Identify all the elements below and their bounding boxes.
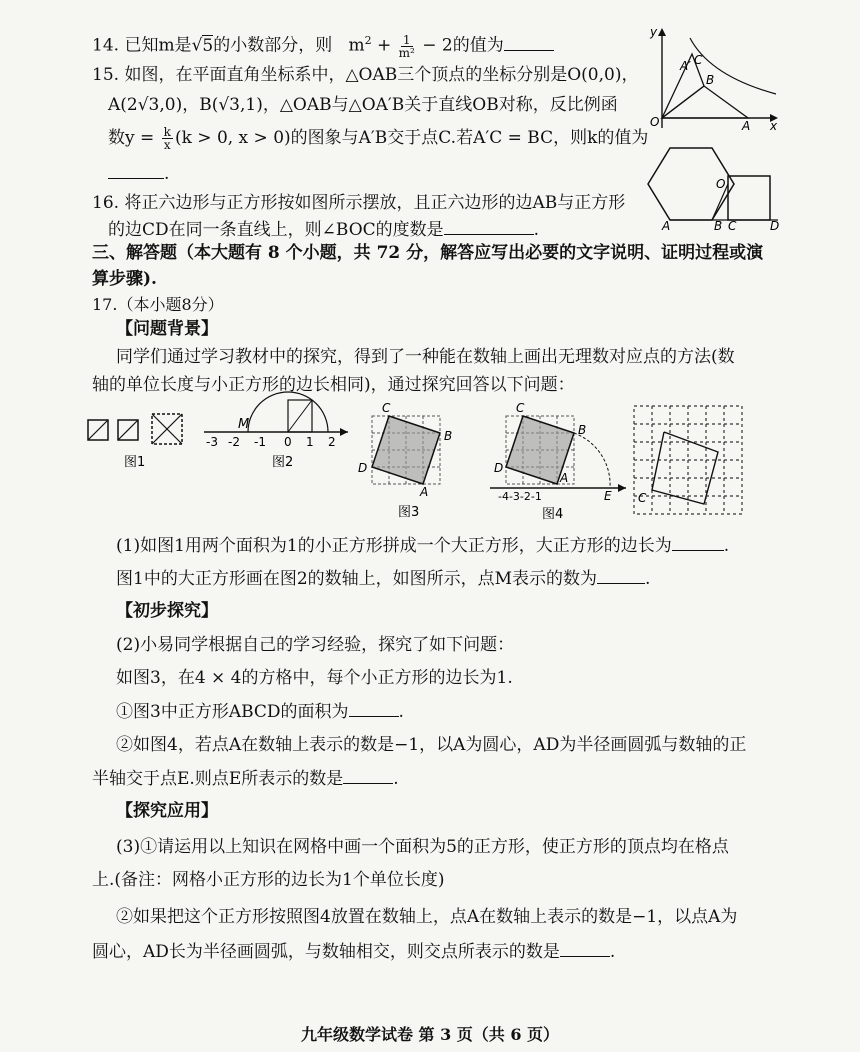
- fig2-tick-0: 0: [284, 435, 292, 449]
- part3-line-2: 上.(备注：网格小正方形的边长为1个单位长度): [92, 870, 445, 890]
- fig4-caption: 图4: [542, 507, 564, 522]
- fig4-b: B: [578, 423, 587, 437]
- figure-4: [490, 400, 630, 522]
- background-text-1: 同学们通过学习教材中的探究，得到了一种能在数轴上画出无理数对应点的方法(数: [116, 347, 735, 367]
- q16-line-1: 16. 将正六边形与正方形按如图所示摆放，且正六边形的边AB与正方形: [92, 193, 626, 213]
- fig4-e: E: [604, 489, 612, 503]
- q14-answer-blank[interactable]: [504, 34, 554, 51]
- q16-line-2: 的边CD在同一条直线上，则∠BOC的度数是 .: [108, 220, 540, 240]
- part2-q2-line-1: ②如图4，若点A在数轴上表示的数是−1，以A为圆心，AD为半径画圆弧与数轴的正: [116, 735, 747, 755]
- fig3-a: A: [420, 485, 429, 499]
- fig2-caption: 图2: [272, 455, 294, 470]
- q15-x-label: x: [770, 119, 778, 133]
- part2-grid-desc: 如图3，在4 × 4的方格中，每个小正方形的边长为1.: [116, 668, 513, 688]
- q15-frac-num: k: [163, 125, 171, 139]
- part3-line-1: (3)①请运用以上知识在网格中画一个面积为5的正方形，使正方形的顶点均在格点: [116, 837, 729, 857]
- part1-line-1: (1)如图1用两个面积为1的小正方形拼成一个大正方形，大正方形的边长为 .: [116, 536, 730, 556]
- q14-plus: +: [376, 35, 392, 56]
- part1-text-b: 图1中的大正方形画在图2的数轴上，如图所示，点M表示的数为: [116, 569, 598, 589]
- q14-tail: − 2的值为: [422, 35, 504, 56]
- part2-q1-line: ①图3中正方形ABCD的面积为 .: [116, 702, 404, 722]
- part3-answer-blank[interactable]: [560, 940, 610, 957]
- section3-line-1: 三、解答题（本大题有 8 个小题，共 72 分，解答应写出必要的文字说明、证明过程或演: [92, 243, 764, 263]
- part1-answer-blank-2[interactable]: [597, 567, 645, 584]
- explore-title: 【初步探究】: [116, 601, 218, 621]
- q15-fraction: [162, 126, 173, 151]
- q15-line-1: 15. 如图，在平面直角坐标系中，△OAB三个顶点的坐标分别是O(0,0)，: [92, 65, 639, 85]
- q15-a-label: A: [742, 119, 751, 133]
- q14-frac-num: 1: [402, 32, 411, 47]
- grid-c-label: C: [638, 491, 647, 505]
- q15-b-label: B: [706, 73, 715, 87]
- fig4-c: C: [516, 401, 525, 415]
- q14-expr-a: m: [348, 35, 365, 56]
- part2-line: (2)小易同学根据自己的学习经验，探究了如下问题：: [116, 635, 515, 655]
- fig3-b: B: [444, 429, 453, 443]
- background-text-2: 轴的单位长度与小正方形的边长相同)，通过探究回答以下问题：: [92, 375, 575, 395]
- fig2-tick-m3: -3: [206, 435, 218, 449]
- answer-grid[interactable]: [632, 404, 744, 516]
- q16-b-label: B: [714, 219, 723, 233]
- fig4-a: A: [560, 471, 569, 485]
- part3-text: 圆心，AD长为半径画圆弧，与数轴相交，则交点所表示的数是: [92, 942, 560, 962]
- fig2-m-label: M: [238, 417, 250, 432]
- radicand: 5: [202, 35, 214, 56]
- q15-answer-blank[interactable]: [108, 162, 164, 179]
- q16-o-label: O: [716, 177, 726, 191]
- q14-fraction: [399, 34, 415, 59]
- fig4-d: D: [494, 461, 504, 475]
- q15-line3-a: 数y =: [108, 128, 155, 148]
- part1-line-2: 图1中的大正方形画在图2的数轴上，如图所示，点M表示的数为 .: [116, 569, 651, 589]
- background-title: 【问题背景】: [116, 319, 218, 339]
- part2-answer-blank-2[interactable]: [343, 767, 393, 784]
- q14-mid: 的小数部分，则: [213, 35, 333, 56]
- q16-a-label: A: [662, 219, 671, 233]
- part3-line-3: ②如果把这个正方形按照图4放置在数轴上，点A在数轴上表示的数是−1，以点A为: [116, 907, 738, 927]
- q14-frac-den: m²: [398, 45, 415, 60]
- q15-answer-line: .: [108, 162, 169, 185]
- q15-figure: [650, 24, 780, 134]
- q15-frac-den: x: [163, 138, 171, 152]
- fig2-tick-2: 2: [328, 435, 336, 449]
- sqrt-sign: √: [191, 35, 203, 56]
- part2-answer-blank-1[interactable]: [349, 700, 399, 717]
- figure-1: [86, 410, 186, 470]
- q15-y-label: y: [650, 25, 658, 39]
- fig3-d: D: [358, 461, 368, 475]
- q15-line-2: A(2√3,0)，B(√3,1)，△OAB与△OA′B关于直线OB对称，反比例函: [108, 95, 618, 115]
- q16-line2-text: 的边CD在同一条直线上，则∠BOC的度数是: [108, 220, 444, 240]
- fig2-tick-1: 1: [306, 435, 314, 449]
- section3-line-2: 算步骤).: [92, 269, 157, 289]
- part2-q2-line-2: 半轴交于点E.则点E所表示的数是 .: [92, 769, 399, 789]
- part1-text-a: (1)如图1用两个面积为1的小正方形拼成一个大正方形，大正方形的边长为: [116, 536, 672, 556]
- part3-line-4: 圆心，AD长为半径画圆弧，与数轴相交，则交点所表示的数是 .: [92, 942, 616, 962]
- fig3-c: C: [382, 401, 391, 415]
- page-footer: 九年级数学试卷 第 3 页（共 6 页）: [300, 1025, 560, 1044]
- fig2-tick-m1: -1: [254, 435, 266, 449]
- q15-o-label: O: [650, 115, 660, 129]
- q16-answer-blank[interactable]: [444, 218, 534, 235]
- part2-q1-text: ①图3中正方形ABCD的面积为: [116, 702, 349, 722]
- figure-2: [200, 398, 350, 468]
- q14-line: [92, 30, 554, 59]
- q16-c-label: C: [728, 219, 737, 233]
- apply-title: 【探究应用】: [116, 801, 218, 821]
- part1-answer-blank-1[interactable]: [672, 534, 724, 551]
- q14-sup: 2: [364, 34, 372, 47]
- q15-c-label: C: [694, 53, 703, 67]
- q16-d-label: D: [770, 219, 780, 233]
- q15-a2-label: A′: [680, 59, 691, 73]
- q15-line3-b: (k > 0, x > 0)的图象与A′B交于点C.若A′C = BC，则k的值为: [174, 128, 649, 148]
- q16-figure: [642, 144, 782, 234]
- part2-q2-text: 半轴交于点E.则点E所表示的数是: [92, 769, 344, 789]
- q17-heading: 17.（本小题8分）: [92, 295, 224, 314]
- q15-line-3: [108, 126, 648, 151]
- q14-prefix: 14. 已知m是: [92, 35, 192, 56]
- figure-3: [358, 400, 458, 520]
- fig1-caption: 图1: [124, 455, 146, 470]
- fig2-tick-m2: -2: [228, 435, 240, 449]
- fig4-ticks: -4-3-2-1: [498, 490, 542, 503]
- fig3-caption: 图3: [398, 505, 420, 520]
